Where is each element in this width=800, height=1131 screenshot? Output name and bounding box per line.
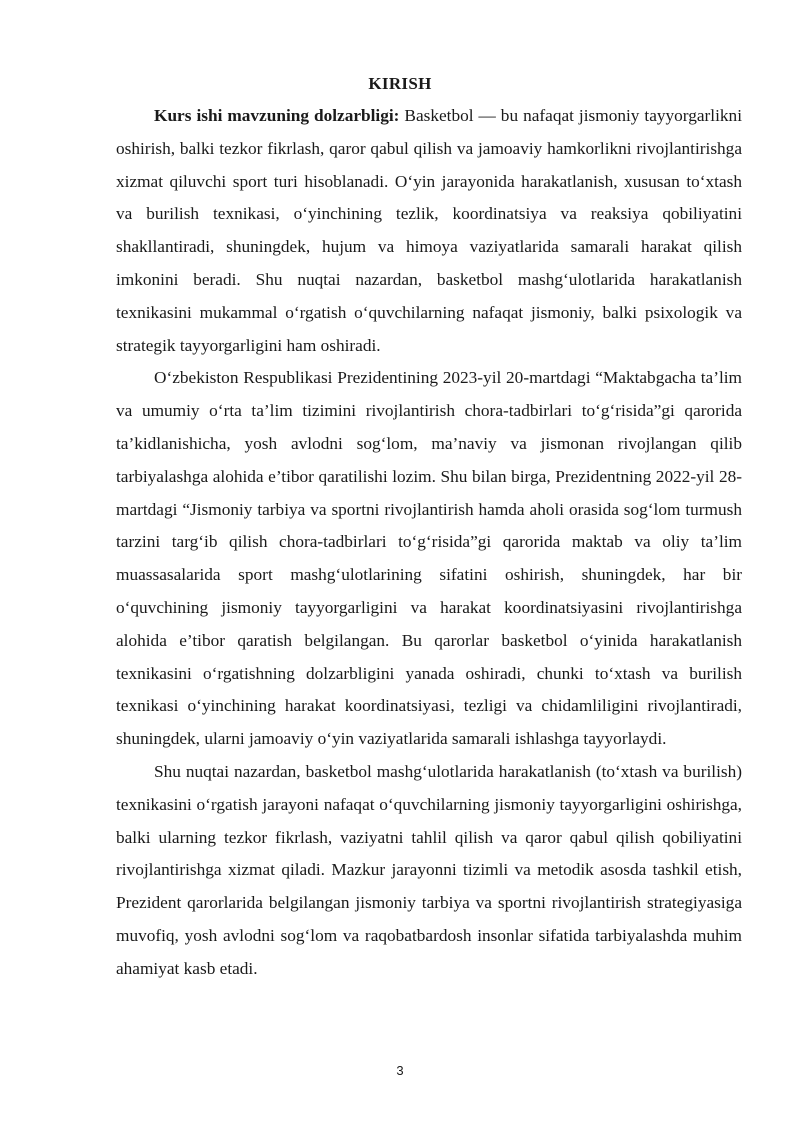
body-text <box>116 100 742 986</box>
section-heading: KIRISH <box>368 74 432 93</box>
paragraph-lead: Kurs ishi mavzuning dolzarbligi: <box>154 106 400 125</box>
page-number: 3 <box>396 1063 404 1078</box>
paragraph-1 <box>116 100 742 362</box>
paragraph-1-text: Basketbol — bu nafaqat jismoniy tayyorgarlikni oshirish, balki tezkor fikrlash, qaror qabul qilish va jamoaviy hamkorlikni rivojlantirishga xizmat qiluvchi sport turi hisoblanadi. O‘yin jarayonida harakatlanish, xususan to‘xtash va burilish texnikasi, o‘yinchining tezlik, koordinatsiya va reaksiya qobiliyatini shakllantiradi, shuningdek, hujum va himoya vaziyatlarida samarali harakat qilish imkonini beradi. Shu nuqtai nazardan, basketbol mashg‘ulotlarida harakatlanish texnikasini mukammal o‘rgatish o‘quvchilarning nafaqat jismoniy, balki psixologik va strategik tayyorgarligini ham oshiradi. <box>116 106 742 355</box>
paragraph-2: O‘zbekiston Respublikasi Prezidentining 2023-yil 20-martdagi “Maktabgacha ta’lim va umumiy o‘rta ta’lim tizimini rivojlantirish chora-tadbirlari to‘g‘risida”gi qarorida ta’kidlanishicha, yosh avlodni sog‘lom, ma’naviy va jismonan rivojlangan qilib tarbiyalashga alohida e’tibor qaratilishi lozim. Shu bilan birga, Prezidentning 2022-yil 28-martdagi “Jismoniy tarbiya va sportni rivojlantirish hamda aholi orasida sog‘lom turmush tarzini targ‘ib qilish chora-tadbirlari to‘g‘risida”gi qarorida maktab va oliy ta’lim muassasalarida sport mashg‘ulotlarining sifatini oshirish, shuningdek, har bir o‘quvchining jismoniy tayyorgarligini va harakat koordinatsiyasini rivojlantirishga alohida e’tibor qaratish belgilangan. Bu qarorlar basketbol o‘yinida harakatlanish texnikasini o‘rgatishning dolzarbligini yanada oshiradi, chunki to‘xtash va burilish texnikasi o‘yinchining harakat koordinatsiyasi, tezligi va chidamliligini rivojlantiradi, shuningdek, ularni jamoaviy o‘yin vaziyatlarida samarali ishlashga tayyorlaydi. <box>116 368 742 749</box>
paragraph-3: Shu nuqtai nazardan, basketbol mashg‘ulotlarida harakatlanish (to‘xtash va burilish) texnikasini o‘rgatish jarayoni nafaqat o‘quvchilarning jismoniy tayyorgarligini oshirishga, balki ularning tezkor fikrlash, vaziyatni tahlil qilish va qaror qabul qilish qobiliyatini rivojlantirishga xizmat qiladi. Mazkur jarayonni tizimli va metodik asosda tashkil etish, Prezident qarorlarida belgilangan jismoniy tarbiya va sportni rivojlantirish strategiyasiga muvofiq, yosh avlodni sog‘lom va raqobatbardosh insonlar sifatida tarbiyalashda muhim ahamiyat kasb etadi. <box>116 761 742 978</box>
